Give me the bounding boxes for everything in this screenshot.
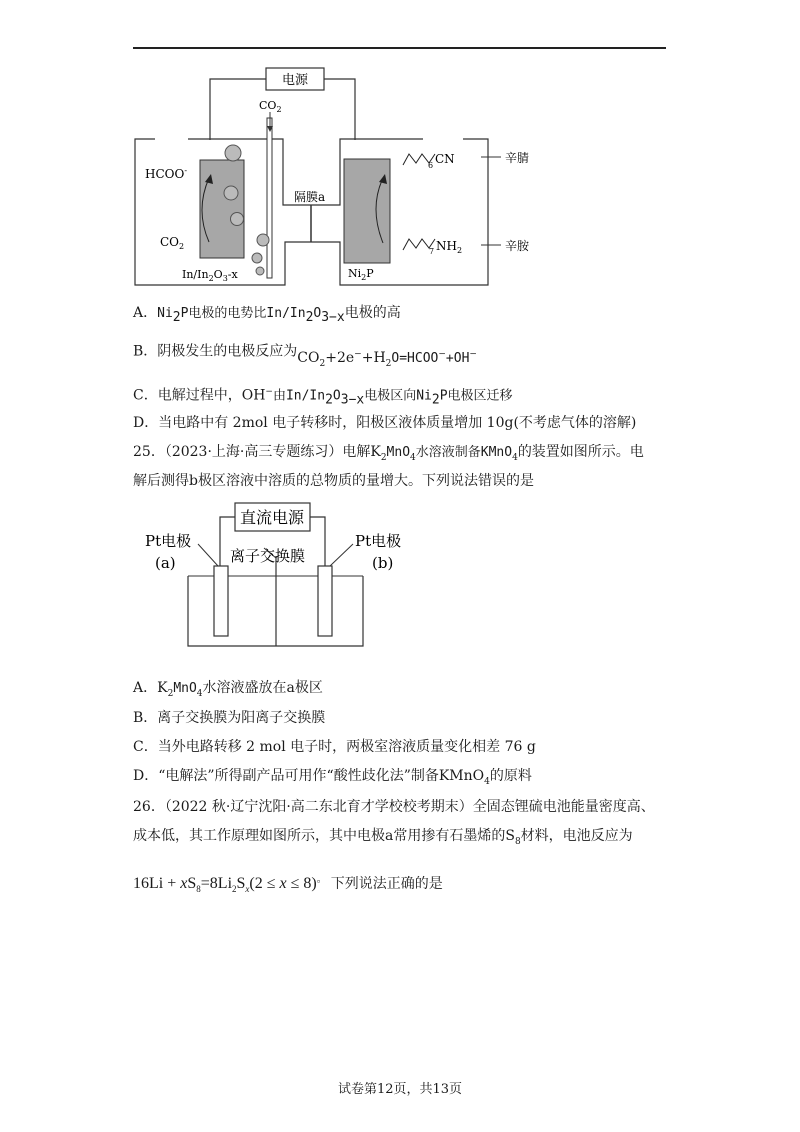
q25-stem-line2: 解后测得b极区溶液中溶质的总物质的量增大。下列说法错误的是 <box>133 473 534 489</box>
svg-text:6: 6 <box>428 161 434 170</box>
q25-option-a[interactable]: A．$K_2MnO_4$水溶液盛放在a极区 <box>133 680 323 699</box>
svg-text:Ni2P: $Ni_2P$ <box>348 267 374 282</box>
q26-battery-equation: $16Li + xS_8=8Li_2S_x(2 \le x \le 8)^。$ 下列说法正确的是 <box>133 874 443 895</box>
q25-stem-line1: 25．（2023·上海·高三专题练习）电解$K_2MnO_4$水溶液制备KMnO$_4$的装置如图所示。电 <box>133 444 644 463</box>
q25-option-d[interactable]: D．“电解法”所得副产品可用作“酸性歧化法”制备KMnO$_4$的原料 <box>133 768 532 787</box>
svg-text:NH2: $NH_2$ <box>436 239 463 255</box>
svg-text:In/In2O3-x: $In/In_2O_3-x$ <box>182 268 238 283</box>
electrolysis-figure-1 <box>133 60 573 295</box>
header-rule <box>133 47 666 49</box>
fig2-label-b: (b) <box>372 554 394 572</box>
fig1-cn-label: CN <box>435 152 455 166</box>
electrolysis-figure-2 <box>140 498 440 653</box>
fig2-membrane-label: 离子交换膜 <box>230 547 306 565</box>
fig2-pt-left: Pt电极 <box>145 532 192 550</box>
fig1-co2-top: CO <box>259 99 277 112</box>
q24-option-a[interactable]: A．$Ni_2P$电极的电势比$In/In_2O_{3-x}$电极的高 <box>133 305 401 325</box>
svg-text:CO2: $CO_2$ <box>259 99 282 114</box>
q26-stem-line2: 成本低，其工作原理如图所示，其中电极a常用掺有石墨烯的$S_8$材料，电池反应为 <box>133 828 633 847</box>
svg-text:HCOO-: HCOO- <box>145 166 188 181</box>
svg-text:7: 7 <box>429 247 435 256</box>
fig1-power-label: 电源 <box>281 73 309 88</box>
fig1-ni2p-label: Ni <box>348 267 362 280</box>
fig1-octylamine-label: 辛胺 <box>505 239 530 253</box>
q24-option-b[interactable]: B．阴极发生的电极反应为$CO_2+2e^-+H_2O=HCOO^-+OH^-$ <box>133 343 477 369</box>
fig2-pt-right: Pt电极 <box>355 532 402 550</box>
q26-question-tail: 下列说法正确的是 <box>330 877 443 892</box>
svg-text:CO2: $CO_2$ <box>160 235 185 251</box>
fig2-power-label: 直流电源 <box>239 508 305 527</box>
fig1-nh2-label: NH <box>436 239 457 253</box>
q24-option-d[interactable]: D．当电路中有 2mol 电子转移时，阳极区液体质量增加 10g(不考虑气体的溶解) <box>133 415 637 431</box>
q25-option-c[interactable]: C．当外电路转移 2 mol 电子时，两极室溶液质量变化相差 76 g <box>133 739 536 755</box>
q25-option-b[interactable]: B．离子交换膜为阳离子交换膜 <box>133 710 326 726</box>
fig1-co2-left: CO <box>160 235 180 249</box>
fig1-hcoo: HCOO <box>145 167 185 181</box>
fig1-octanenitrile-label: 辛腈 <box>505 151 530 165</box>
fig2-label-a: (a) <box>155 554 176 572</box>
fig1-membrane-label: 隔膜a <box>294 190 326 204</box>
page-footer: 试卷第12页，共13页 <box>337 1082 463 1097</box>
fig1-left-electrode-label: In/In <box>182 268 209 281</box>
q24-option-c[interactable]: C．电解过程中，OH−由$In/In_2O_{3-x}$电极区向$Ni_2P$电极区迁移 <box>133 387 513 408</box>
q26-stem-line1: 26．（2022 秋·辽宁沈阳·高二东北育才学校校考期末）全固态锂硫电池能量密度高、 <box>133 799 655 815</box>
